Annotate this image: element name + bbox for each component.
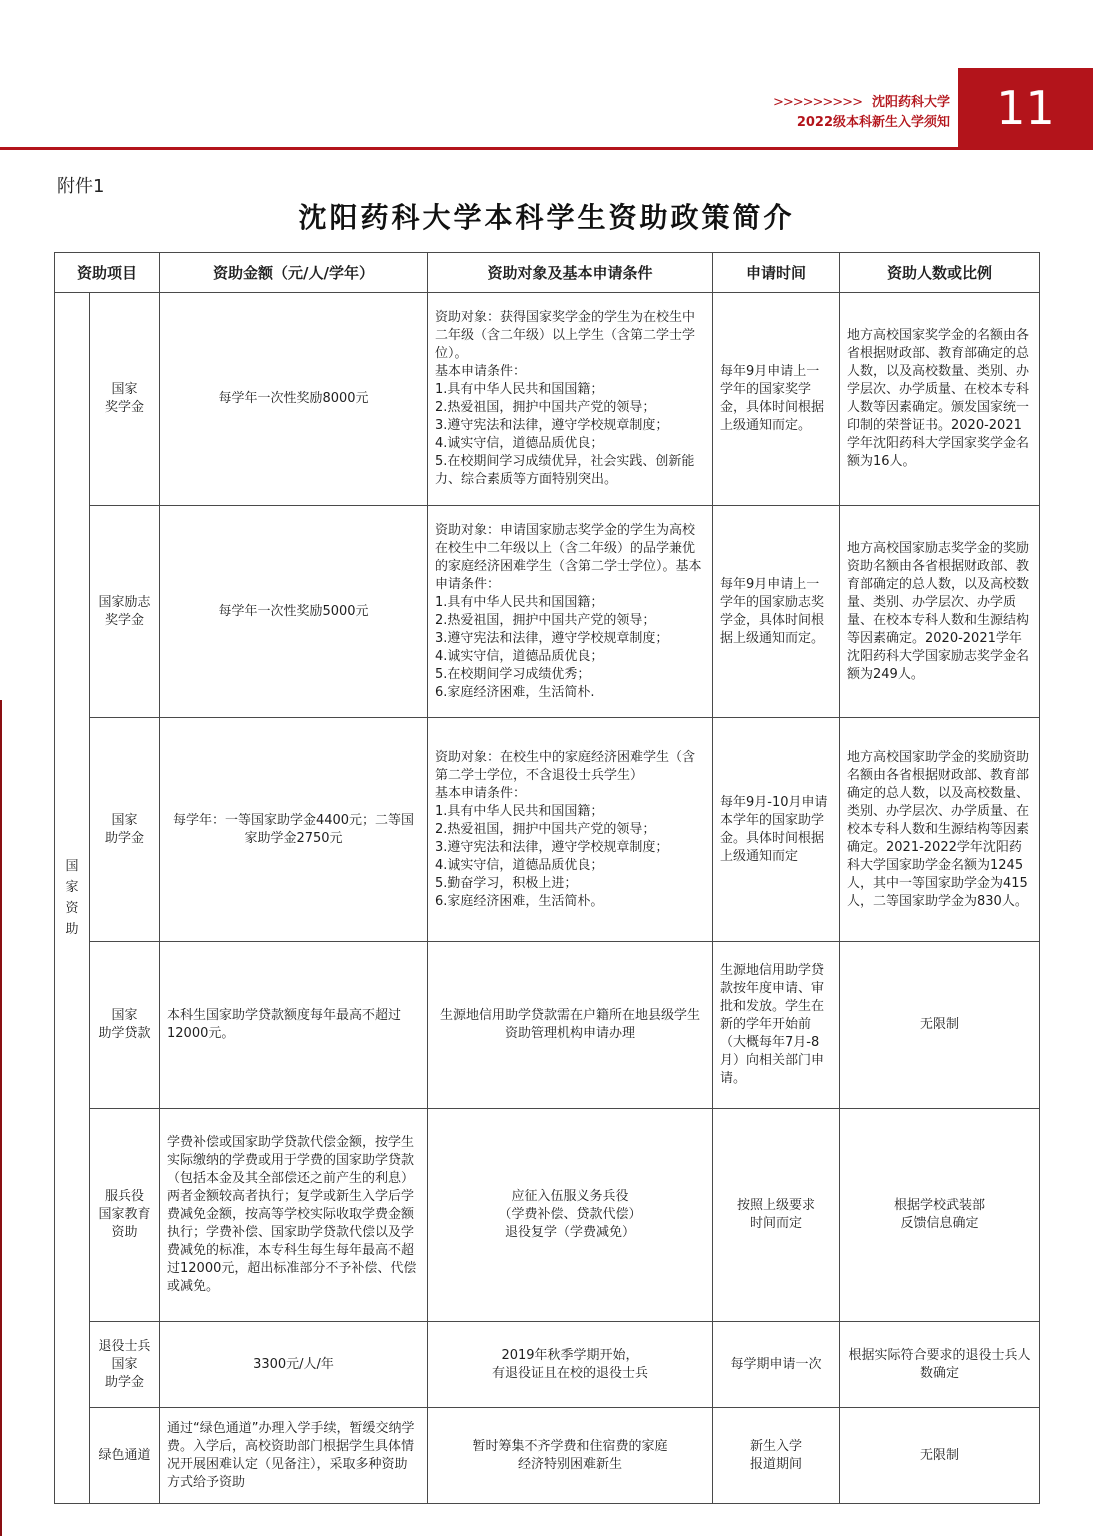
amount-cell: 通过“绿色通道”办理入学手续，暂缓交纳学费。入学后，高校资助部门根据学生具体情况开展困难认定（见备注），采取多种资助方式给予资助 (160, 1408, 428, 1504)
time-cell: 按照上级要求 时间而定 (713, 1109, 840, 1322)
quota-cell: 根据实际符合要求的退役士兵人数确定 (840, 1322, 1040, 1408)
header-arrows-icon: >>>>>>>>> (772, 95, 862, 110)
table-row (55, 506, 1040, 718)
time-cell: 每年9月申请上一学年的国家励志奖学金，具体时间根据上级通知而定。 (713, 506, 840, 718)
header-project: 资助项目 (55, 253, 160, 293)
conditions-cell: 资助对象：申请国家励志奖学金的学生为高校在校生中二年级以上（含二年级）的品学兼优的家庭经济困难学生（含第二学士学位）。基本申请条件： 1.具有中华人民共和国国籍； 2.热爱祖国，拥护中国共产党的领导； 3.遵守宪法和法律，遵守学校规章制度； 4.诚实守信，道德品质优良； 5.在校期间学习成绩优秀； 6.家庭经济困难，生活简朴. (428, 506, 713, 718)
table-row (55, 1322, 1040, 1408)
project-cell: 绿色通道 (90, 1408, 160, 1504)
category-cell (55, 293, 90, 1504)
quota-cell: 根据学校武装部 反馈信息确定 (840, 1109, 1040, 1322)
conditions-cell: 生源地信用助学贷款需在户籍所在地县级学生资助管理机构申请办理 (428, 942, 713, 1109)
table-row (55, 293, 1040, 506)
page-number: 11 (958, 68, 1093, 148)
table-row (55, 942, 1040, 1109)
amount-cell: 每学年：一等国家助学金4400元；二等国家助学金2750元 (160, 718, 428, 942)
conditions-cell: 应征入伍服义务兵役 （学费补偿、贷款代偿） 退役复学（学费减免） (428, 1109, 713, 1322)
conditions-cell: 资助对象：在校生中的家庭经济困难学生（含第二学士学位，不含退役士兵学生） 基本申请条件： 1.具有中华人民共和国国籍； 2.热爱祖国，拥护中国共产党的领导； 3.遵守宪法和法律，遵守学校规章制度； 4.诚实守信，道德品质优良； 5.勤奋学习，积极上进； 6.家庭经济困难，生活简朴。 (428, 718, 713, 942)
project-cell: 国家励志 奖学金 (90, 506, 160, 718)
time-cell: 每学期申请一次 (713, 1322, 840, 1408)
page-title: 沈阳药科大学本科学生资助政策简介 (298, 201, 795, 234)
header-amount: 资助金额（元/人/学年） (160, 253, 428, 293)
amount-cell: 每学年一次性奖励5000元 (160, 506, 428, 718)
amount-cell: 学费补偿或国家助学贷款代偿金额，按学生实际缴纳的学费或用于学费的国家助学贷款（包括本金及其全部偿还之前产生的利息）两者金额较高者执行；复学或新生入学后学费减免金额，按高等学校实际收取学费金额执行；学费补偿、国家助学贷款代偿以及学费减免的标准，本专科生每生每年最高不超过12000元，超出标准部分不予补偿、代偿或减免。 (160, 1109, 428, 1322)
amount-cell: 本科生国家助学贷款额度每年最高不超过12000元。 (160, 942, 428, 1109)
project-cell: 国家 助学金 (90, 718, 160, 942)
table-row (55, 718, 1040, 942)
category-label: 国家资助 (65, 859, 79, 937)
project-cell: 国家 奖学金 (90, 293, 160, 506)
time-cell: 新生入学 报道期间 (713, 1408, 840, 1504)
header-subtitle: 2022级本科新生入学须知 (796, 115, 950, 130)
header-time: 申请时间 (713, 253, 840, 293)
table-row (55, 1408, 1040, 1504)
quota-cell: 无限制 (840, 942, 1040, 1109)
policy-table (54, 252, 1040, 1504)
header-quota: 资助人数或比例 (840, 253, 1040, 293)
time-cell: 每年9月申请上一学年的国家奖学金，具体时间根据上级通知而定。 (713, 293, 840, 506)
page-edge-mark (0, 700, 2, 1536)
amount-cell: 3300元/人/年 (160, 1322, 428, 1408)
time-cell: 每年9月-10月申请本学年的国家助学金。具体时间根据上级通知而定 (713, 718, 840, 942)
attachment-label: 附件1 (57, 176, 105, 197)
header-university: 沈阳药科大学 (871, 95, 950, 110)
table-header-row (55, 253, 1040, 293)
header-rule (0, 147, 1093, 150)
header-text (773, 94, 950, 132)
quota-cell: 地方高校国家励志奖学金的奖励资助名额由各省根据财政部、教育部确定的总人数，以及高校数量、类别、办学层次、办学质量、在校本专科人数和生源结构等因素确定。2020-2021学年沈阳药科大学国家励志奖学金名额为249人。 (840, 506, 1040, 718)
project-cell: 服兵役 国家教育 资助 (90, 1109, 160, 1322)
quota-cell: 地方高校国家助学金的奖励资助名额由各省根据财政部、教育部确定的总人数，以及高校数量、类别、办学层次、办学质量、在校本专科人数和生源结构等因素确定。2021-2022学年沈阳药科大学国家助学金名额为1245人，其中一等国家助学金为415人，二等国家助学金为830人。 (840, 718, 1040, 942)
conditions-cell: 资助对象：获得国家奖学金的学生为在校生中二年级（含二年级）以上学生（含第二学士学位）。 基本申请条件： 1.具有中华人民共和国国籍； 2.热爱祖国，拥护中国共产党的领导； 3.遵守宪法和法律，遵守学校规章制度； 4.诚实守信，道德品质优良； 5.在校期间学习成绩优异，社会实践、创新能力、综合素质等方面特别突出。 (428, 293, 713, 506)
header-conditions: 资助对象及基本申请条件 (428, 253, 713, 293)
table-row (55, 1109, 1040, 1322)
quota-cell: 无限制 (840, 1408, 1040, 1504)
amount-cell: 每学年一次性奖励8000元 (160, 293, 428, 506)
project-cell: 国家 助学贷款 (90, 942, 160, 1109)
quota-cell: 地方高校国家奖学金的名额由各省根据财政部、教育部确定的总人数，以及高校数量、类别、办学层次、办学质量、在校本专科人数等因素确定。颁发国家统一印制的荣誉证书。2020-2021学年沈阳药科大学国家奖学金名额为16人。 (840, 293, 1040, 506)
conditions-cell: 暂时筹集不齐学费和住宿费的家庭 经济特别困难新生 (428, 1408, 713, 1504)
time-cell: 生源地信用助学贷款按年度申请、审批和发放。学生在新的学年开始前（大概每年7月-8月）向相关部门申请。 (713, 942, 840, 1109)
project-cell: 退役士兵 国家 助学金 (90, 1322, 160, 1408)
conditions-cell: 2019年秋季学期开始， 有退役证且在校的退役士兵 (428, 1322, 713, 1408)
